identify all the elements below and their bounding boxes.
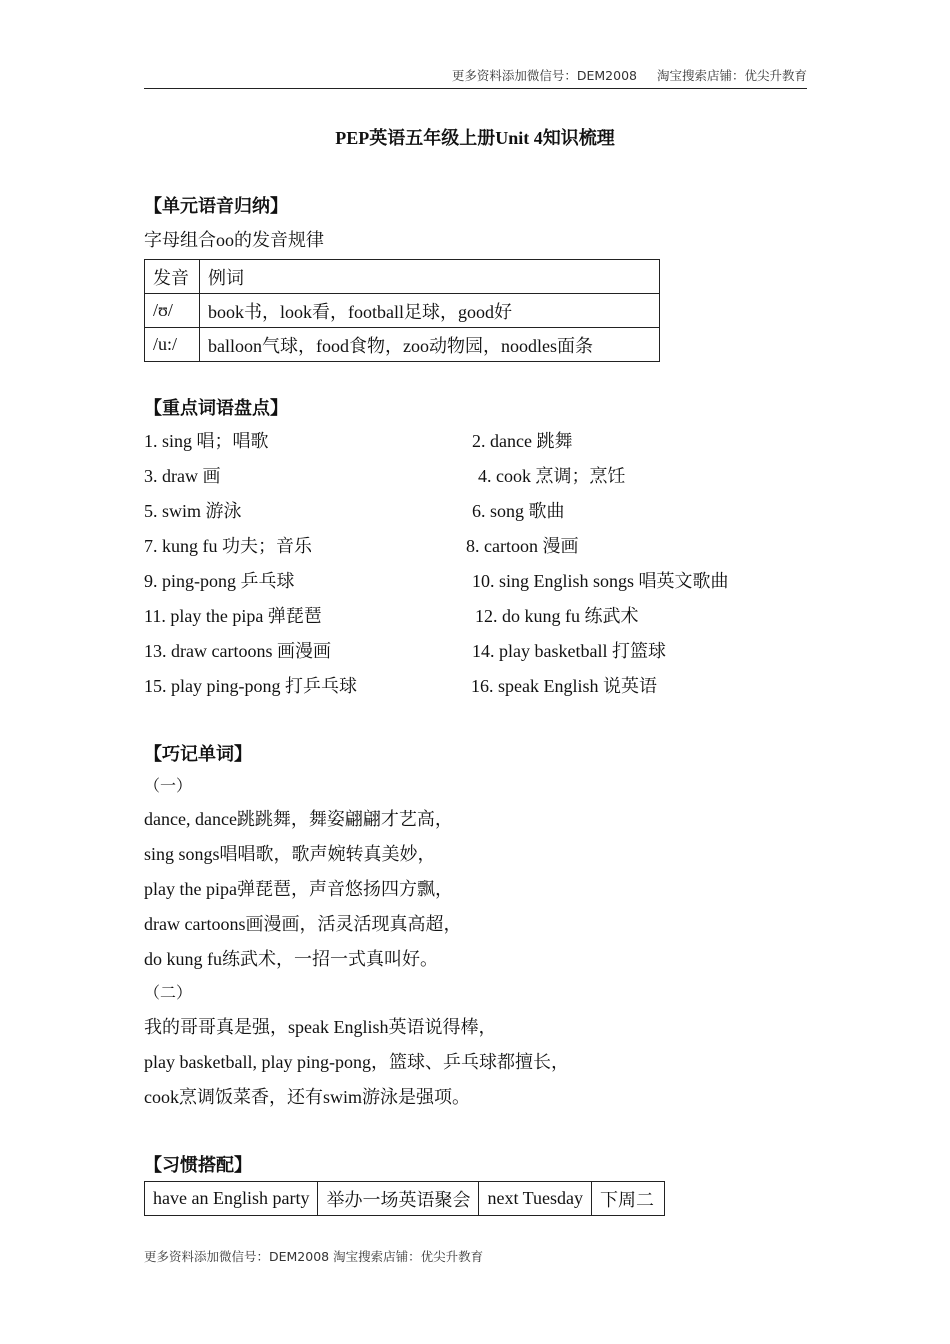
vocab-item: 14. play basketball 打篮球 <box>472 641 666 661</box>
vocab-item: 7. kung fu 功夫；音乐 <box>144 536 312 556</box>
collocation-heading: 【习惯搭配】 <box>144 1155 252 1175</box>
vocab-item: 5. swim 游泳 <box>144 501 242 521</box>
vocab-item: 15. play ping-pong 打乒乓球 <box>144 676 357 696</box>
vocab-item: 13. draw cartoons 画漫画 <box>144 641 331 661</box>
phonics-table <box>144 259 660 362</box>
phonics-subtitle: 字母组合oo的发音规律 <box>144 230 324 250</box>
examples-cell: balloon气球，food食物，zoo动物园，noodles面条 <box>200 328 660 362</box>
rhyme-line: cook烹调饭菜香，还有swim游泳是强项。 <box>144 1087 470 1107</box>
page-footer: 更多资料添加微信号：DEM2008 淘宝搜索店铺：优尖升教育 <box>144 1249 484 1264</box>
vocab-item: 6. song 歌曲 <box>472 501 565 521</box>
vocab-item: 10. sing English songs 唱英文歌曲 <box>472 571 729 591</box>
vocab-item: 11. play the pipa 弹琵琶 <box>144 606 322 626</box>
table-row <box>145 260 660 294</box>
table-row <box>145 1182 665 1216</box>
rhyme-line: 我的哥哥真是强，speak English英语说得棒， <box>144 1017 497 1037</box>
vocab-heading: 【重点词语盘点】 <box>144 398 288 418</box>
rhyme-line: draw cartoons画漫画，活灵活现真高超， <box>144 914 462 934</box>
phonics-heading: 【单元语音归纳】 <box>144 196 288 216</box>
part1-label: （一） <box>144 778 193 795</box>
part2-label: （二） <box>144 985 193 1002</box>
collocation-cell: next Tuesday <box>479 1182 592 1216</box>
vocab-item: 12. do kung fu 练武术 <box>475 606 639 626</box>
collocation-table <box>144 1181 665 1216</box>
vocab-item: 4. cook 烹调；烹饪 <box>478 466 626 486</box>
examples-cell: book书，look看，football足球，good好 <box>200 294 660 328</box>
document-title: PEP英语五年级上册Unit 4知识梳理 <box>335 128 615 148</box>
vocab-item: 9. ping-pong 乒乓球 <box>144 571 295 591</box>
table-row <box>145 328 660 362</box>
mnemonic-heading: 【巧记单词】 <box>144 744 252 764</box>
rhyme-line: play the pipa弹琵琶，声音悠扬四方飘， <box>144 879 453 899</box>
header-shop: 淘宝搜索店铺：优尖升教育 <box>656 68 807 83</box>
rhyme-line: dance, dance跳跳舞，舞姿翩翩才艺高， <box>144 809 453 829</box>
collocation-cell: have an English party <box>145 1182 318 1216</box>
collocation-cell: 下周二 <box>591 1182 664 1216</box>
vocab-item: 1. sing 唱；唱歌 <box>144 431 269 451</box>
sound-cell: /ʊ/ <box>145 294 200 328</box>
header-cell-sound: 发音 <box>145 260 200 294</box>
sound-cell: /u:/ <box>145 328 200 362</box>
page-header <box>144 66 807 89</box>
vocab-item: 8. cartoon 漫画 <box>466 536 579 556</box>
rhyme-line: sing songs唱唱歌，歌声婉转真美妙， <box>144 844 436 864</box>
table-row <box>145 294 660 328</box>
rhyme-line: do kung fu练武术，一招一式真叫好。 <box>144 949 438 969</box>
vocab-item: 2. dance 跳舞 <box>472 431 573 451</box>
header-wechat: 更多资料添加微信号：DEM2008 <box>451 68 637 83</box>
vocab-item: 16. speak English 说英语 <box>471 676 657 696</box>
header-cell-examples: 例词 <box>200 260 660 294</box>
rhyme-line: play basketball, play ping-pong，篮球、乒乓球都擅长， <box>144 1052 569 1072</box>
collocation-cell: 举办一场英语聚会 <box>318 1182 479 1216</box>
vocab-item: 3. draw 画 <box>144 466 221 486</box>
